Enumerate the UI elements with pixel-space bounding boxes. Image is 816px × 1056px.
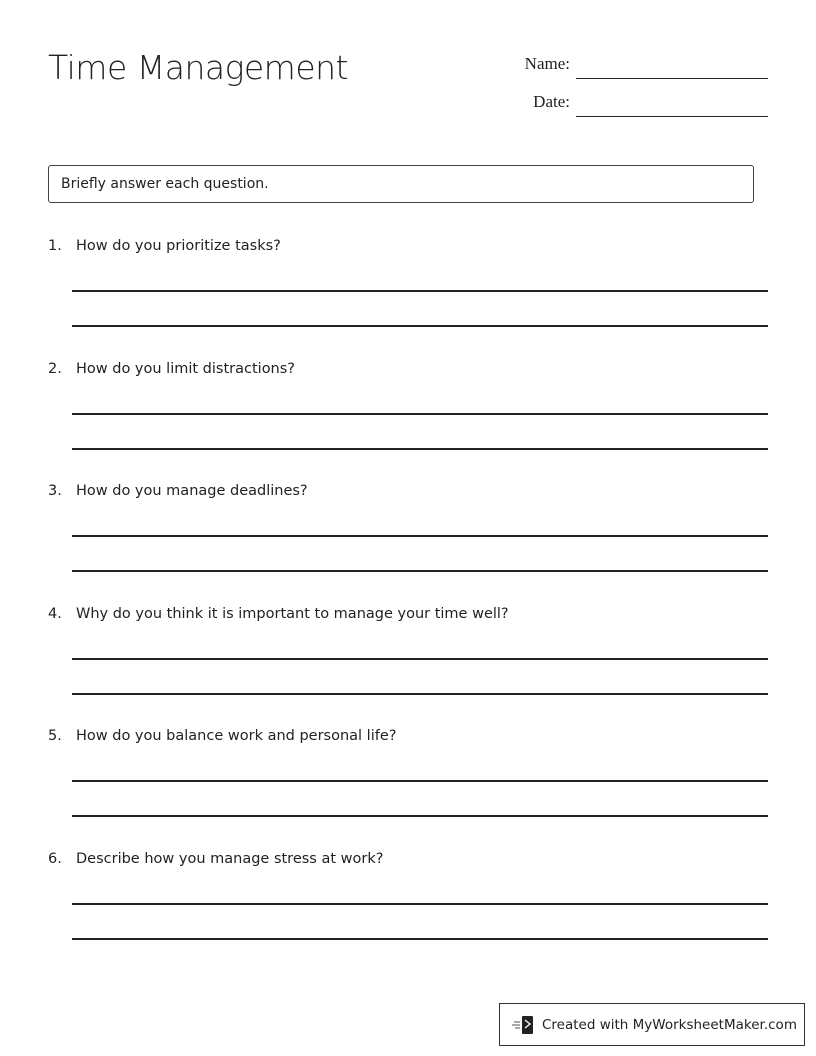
question-number: 4. (48, 605, 62, 622)
answer-line[interactable] (72, 815, 768, 817)
question-item (48, 851, 768, 961)
question-label: How do you balance work and personal life? (76, 728, 397, 744)
question-text (48, 728, 396, 744)
answer-line[interactable] (72, 325, 768, 327)
answer-line[interactable] (72, 693, 768, 695)
footer-badge (499, 1003, 805, 1046)
question-label: How do you manage deadlines? (76, 483, 308, 499)
question-text (48, 851, 383, 867)
date-field[interactable] (533, 92, 768, 112)
answer-line[interactable] (72, 903, 768, 905)
question-label: Why do you think it is important to manage your time well? (76, 605, 509, 622)
question-text (48, 361, 295, 377)
page-title: Time Management (48, 48, 348, 87)
date-label: Date: (533, 92, 570, 111)
question-number: 5. (48, 728, 62, 744)
question-label: How do you limit distractions? (76, 360, 296, 377)
question-text (48, 606, 509, 622)
name-field[interactable] (525, 54, 768, 74)
question-label: Describe how you manage stress at work? (76, 850, 384, 867)
question-number: 2. (48, 360, 62, 377)
question-item (48, 238, 768, 348)
answer-line[interactable] (72, 448, 768, 450)
question-item (48, 606, 768, 716)
question-item (48, 361, 768, 471)
answer-line[interactable] (72, 570, 768, 572)
question-item (48, 483, 768, 593)
question-number: 3. (48, 483, 62, 499)
question-text (48, 238, 281, 254)
question-label: How do you prioritize tasks? (76, 238, 281, 254)
answer-line[interactable] (72, 938, 768, 940)
footer-text: Created with MyWorksheetMaker.com (542, 1016, 797, 1033)
question-item (48, 728, 768, 838)
answer-line[interactable] (72, 535, 768, 537)
instructions-box: Briefly answer each question. (48, 165, 754, 203)
answer-line[interactable] (72, 780, 768, 782)
name-line[interactable] (576, 77, 768, 79)
date-line[interactable] (576, 115, 768, 117)
question-number: 1. (48, 238, 62, 254)
name-label: Name: (524, 54, 570, 73)
question-text (48, 483, 308, 499)
question-number: 6. (48, 850, 62, 867)
answer-line[interactable] (72, 658, 768, 660)
answer-line[interactable] (72, 413, 768, 415)
answer-line[interactable] (72, 290, 768, 292)
worksheet-logo-icon (512, 1014, 536, 1036)
